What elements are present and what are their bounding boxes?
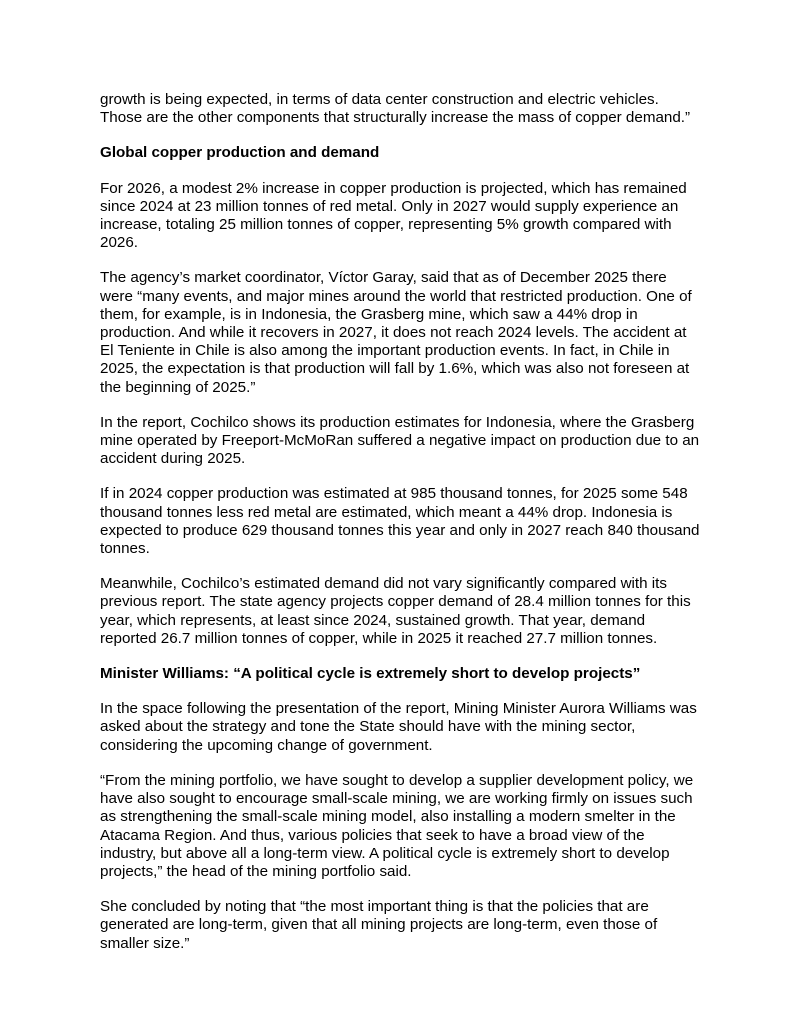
paragraph-garay-quote: The agency’s market coordinator, Víctor Garay, said that as of December 2025 there were “many events, and major mines around the world that restricted production. One of them, for example, is in Indonesia, the Grasberg mine, which saw a 44% drop in production. And while it recovers in 2027, it does not reach 2024 levels. The accident at El Teniente in Chile is also among the important production events. In fact, in Chile in 2025, the expectation is that production will fall by 1.6%, which was also not foreseen at the beginning of 2025.” (100, 269, 692, 396)
heading-production-demand: Global copper production and demand (100, 144, 380, 162)
heading-minister-williams: Minister Williams: “A political cycle is extremely short to develop projects” (100, 665, 641, 683)
paragraph-intro: growth is being expected, in terms of data center construction and electric vehicles. Those are the other components that structurally increase the mass of copper demand.” (100, 91, 691, 127)
paragraph-minister-space: In the space following the presentation of the report, Mining Minister Aurora Williams was asked about the strategy and tone the State should have with the mining sector, considering the upcoming change of government. (100, 700, 697, 754)
paragraph-report-indonesia: In the report, Cochilco shows its production estimates for Indonesia, where the Grasberg mine operated by Freeport-McMoRan suffered a negative impact on production due to an accident during 2025. (100, 413, 700, 468)
paragraph-2026-production: For 2026, a modest 2% increase in copper production is projected, which has remained since 2024 at 23 million tonnes of red metal. Only in 2027 would supply experience an increase, totaling 25 million tonnes of copper, representing 5% growth compared with 2026. (100, 179, 687, 252)
paragraph-minister-quote: “From the mining portfolio, we have sought to develop a supplier development policy, we have also sought to encourage small-scale mining, we are working firmly on issues such as strengthening the small-scale mining model, also installing a modern smelter in the Atacama Region. And thus, various policies that seek to have a broad view of the industry, but above all a long-term view. A political cycle is extremely short to develop projects,” the head of the mining portfolio said. (100, 771, 694, 880)
paragraph-production-estimates: If in 2024 copper production was estimated at 985 thousand tonnes, for 2025 some 548 thousand tonnes less red metal are estimated, which meant a 44% drop. Indonesia is expected to produce 629 thousand tonnes this year and only in 2027 reach 840 thousand tonnes. (100, 485, 700, 558)
paragraph-conclusion: She concluded by noting that “the most important thing is that the policies that are generated are long-term, given that all mining projects are long-term, even those of smaller size.” (100, 898, 658, 952)
document-page (100, 91, 700, 970)
paragraph-demand: Meanwhile, Cochilco’s estimated demand did not vary significantly compared with its previous report. The state agency projects copper demand of 28.4 million tonnes for this year, which represents, at least since 2024, sustained growth. That year, demand reported 26.7 million tonnes of copper, while in 2025 it reached 27.7 million tonnes. (100, 575, 691, 647)
